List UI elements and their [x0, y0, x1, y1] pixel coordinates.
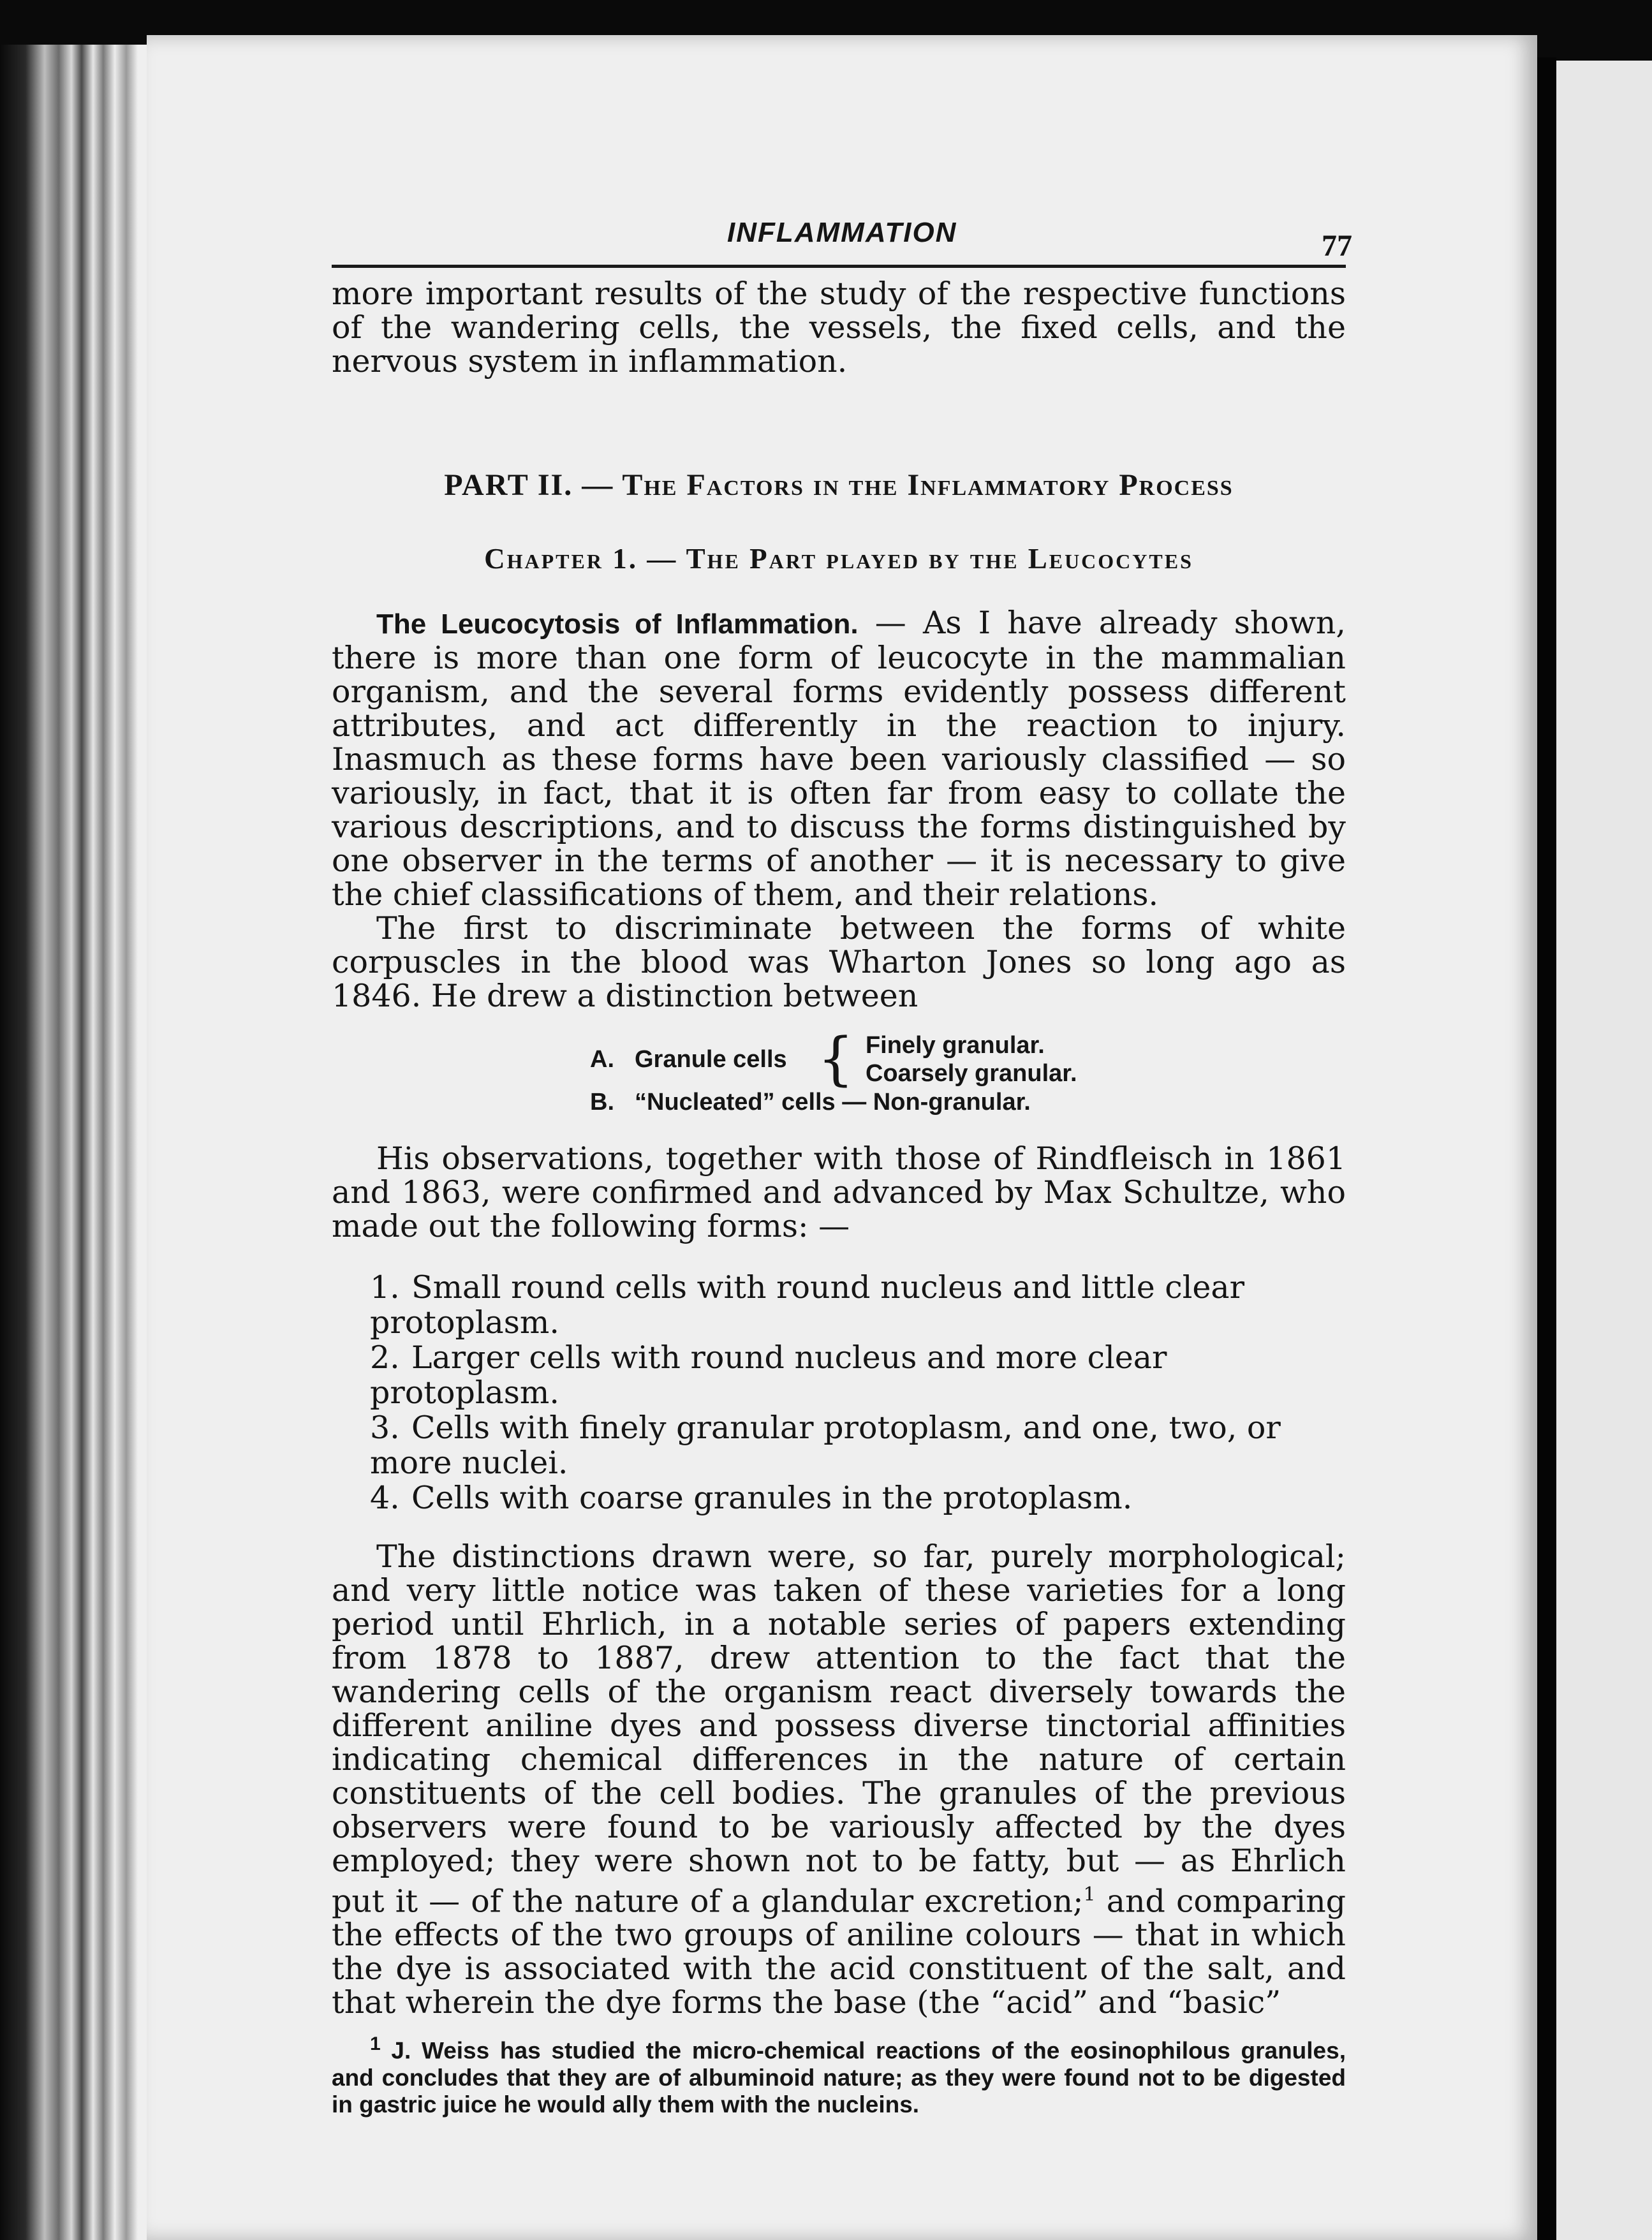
footnote-reference: 1: [1083, 1883, 1096, 1906]
paragraph-4: [332, 1540, 1346, 2019]
classification-row-a: [590, 1026, 1346, 1093]
running-title: INFLAMMATION: [727, 217, 957, 248]
list-item-number: 4.: [370, 1480, 400, 1516]
list-item-number: 1.: [370, 1269, 400, 1306]
list-item: [370, 1480, 1346, 1515]
class-a-label: A.: [590, 1046, 614, 1073]
book-spine: [0, 45, 147, 2240]
footnote: [332, 2031, 1346, 2118]
section-lead-in: The Leucocytosis of Inflammation.: [376, 608, 859, 640]
list-item-text: Cells with finely granular protoplasm, and one, two, or more nuclei.: [370, 1410, 1281, 1481]
list-item-text: Larger cells with round nucleus and more clear protoplasm.: [370, 1339, 1167, 1411]
classification-table: [590, 1026, 1346, 1116]
list-item-number: 2.: [370, 1339, 400, 1376]
paragraph-4-part-a: The distinctions drawn were, so far, purely morphological; and very little notice was taken of these varieties for a long period until Ehrlich, in a notable series of papers extending from 1878 to 1887, drew attention to the fact that the wandering cells of the organism react diversely towards the different aniline dyes and possess diverse tinctorial affinities indicating chemical differences in the nature of certain constituents of the cell bodies. The granules of the previous observers were found to be variously affected by the dyes employed; they were shown not to be fatty, but — as Ehrlich put it — of the nature of a glandular excretion;: [332, 1538, 1346, 1920]
class-a-name: Granule cells: [635, 1046, 787, 1073]
part-heading: PART II. — The Factors in the Inflammatory Process: [444, 468, 1234, 502]
chapter-heading: Chapter 1. — The Part played by the Leucocytes: [484, 543, 1193, 575]
brace-glyph: {: [817, 1026, 854, 1093]
page-content: [332, 210, 1352, 2118]
list-item-text: Cells with coarse granules in the protoplasm.: [411, 1480, 1133, 1516]
list-item-text: Small round cells with round nucleus and little clear protoplasm.: [370, 1269, 1245, 1341]
classification-row-b: [590, 1088, 1346, 1116]
class-a-sub-1: Finely granular.: [865, 1032, 1045, 1059]
class-a-subtypes: [866, 1031, 1077, 1087]
section-paragraph-1: [332, 606, 1346, 911]
footnote-text: J. Weiss has studied the micro-chemical reactions of the eosinophilous granules, and concludes that they are of albuminoid nature; as they were found not to be digested in gastric juice he would ally them with the nucleins.: [332, 2037, 1346, 2118]
class-b-label: B.: [590, 1089, 614, 1116]
facing-page-edge: [1556, 61, 1652, 2240]
forms-list: [370, 1270, 1346, 1515]
paragraph-3: His observations, together with those of Rindfleisch in 1861 and 1863, were confirmed and advanced by Max Schultze, who made out the following forms: —: [332, 1140, 1346, 1244]
footnote-marker: 1: [370, 2033, 381, 2055]
list-item: [370, 1410, 1346, 1480]
paragraph-4-part-b: and comparing the effects of the two groups of aniline colours — that in which the dye is associated with the acid constituent of the salt, and that wherein the dye forms the base (the “acid” and “basic”: [332, 1883, 1346, 2021]
list-item: [370, 1340, 1346, 1410]
section-paragraph-1-text: — As I have already shown, there is more than one form of leucocyte in the mammalian organism, and the several forms evidently possess different attributes, and act differently in the reaction to injury. Inasmuch as these forms have been variously classified — so variously, in fact, that it is often far from easy to collate the various descriptions, and to discuss the forms distinguished by one observer in the terms of another — it is necessary to give the chief classifications of them, and their relations.: [332, 605, 1346, 913]
class-a-sub-2: Coarsely granular.: [865, 1060, 1077, 1087]
list-item: [370, 1270, 1346, 1340]
running-head: [332, 210, 1352, 268]
page-number: 77: [1322, 229, 1352, 263]
class-b-text: “Nucleated” cells — Non-granular.: [635, 1089, 1031, 1116]
list-item-number: 3.: [370, 1410, 400, 1446]
intro-paragraph: more important results of the study of the respective functions of the wandering cells, the vessels, the fixed cells, and the nervous system in inflammation.: [332, 276, 1346, 379]
gutter-shadow: [1537, 57, 1556, 2240]
section-paragraph-2: The first to discriminate between the forms of white corpuscles in the blood was Wharton Jones so long ago as 1846. He drew a distinction between: [332, 910, 1346, 1014]
